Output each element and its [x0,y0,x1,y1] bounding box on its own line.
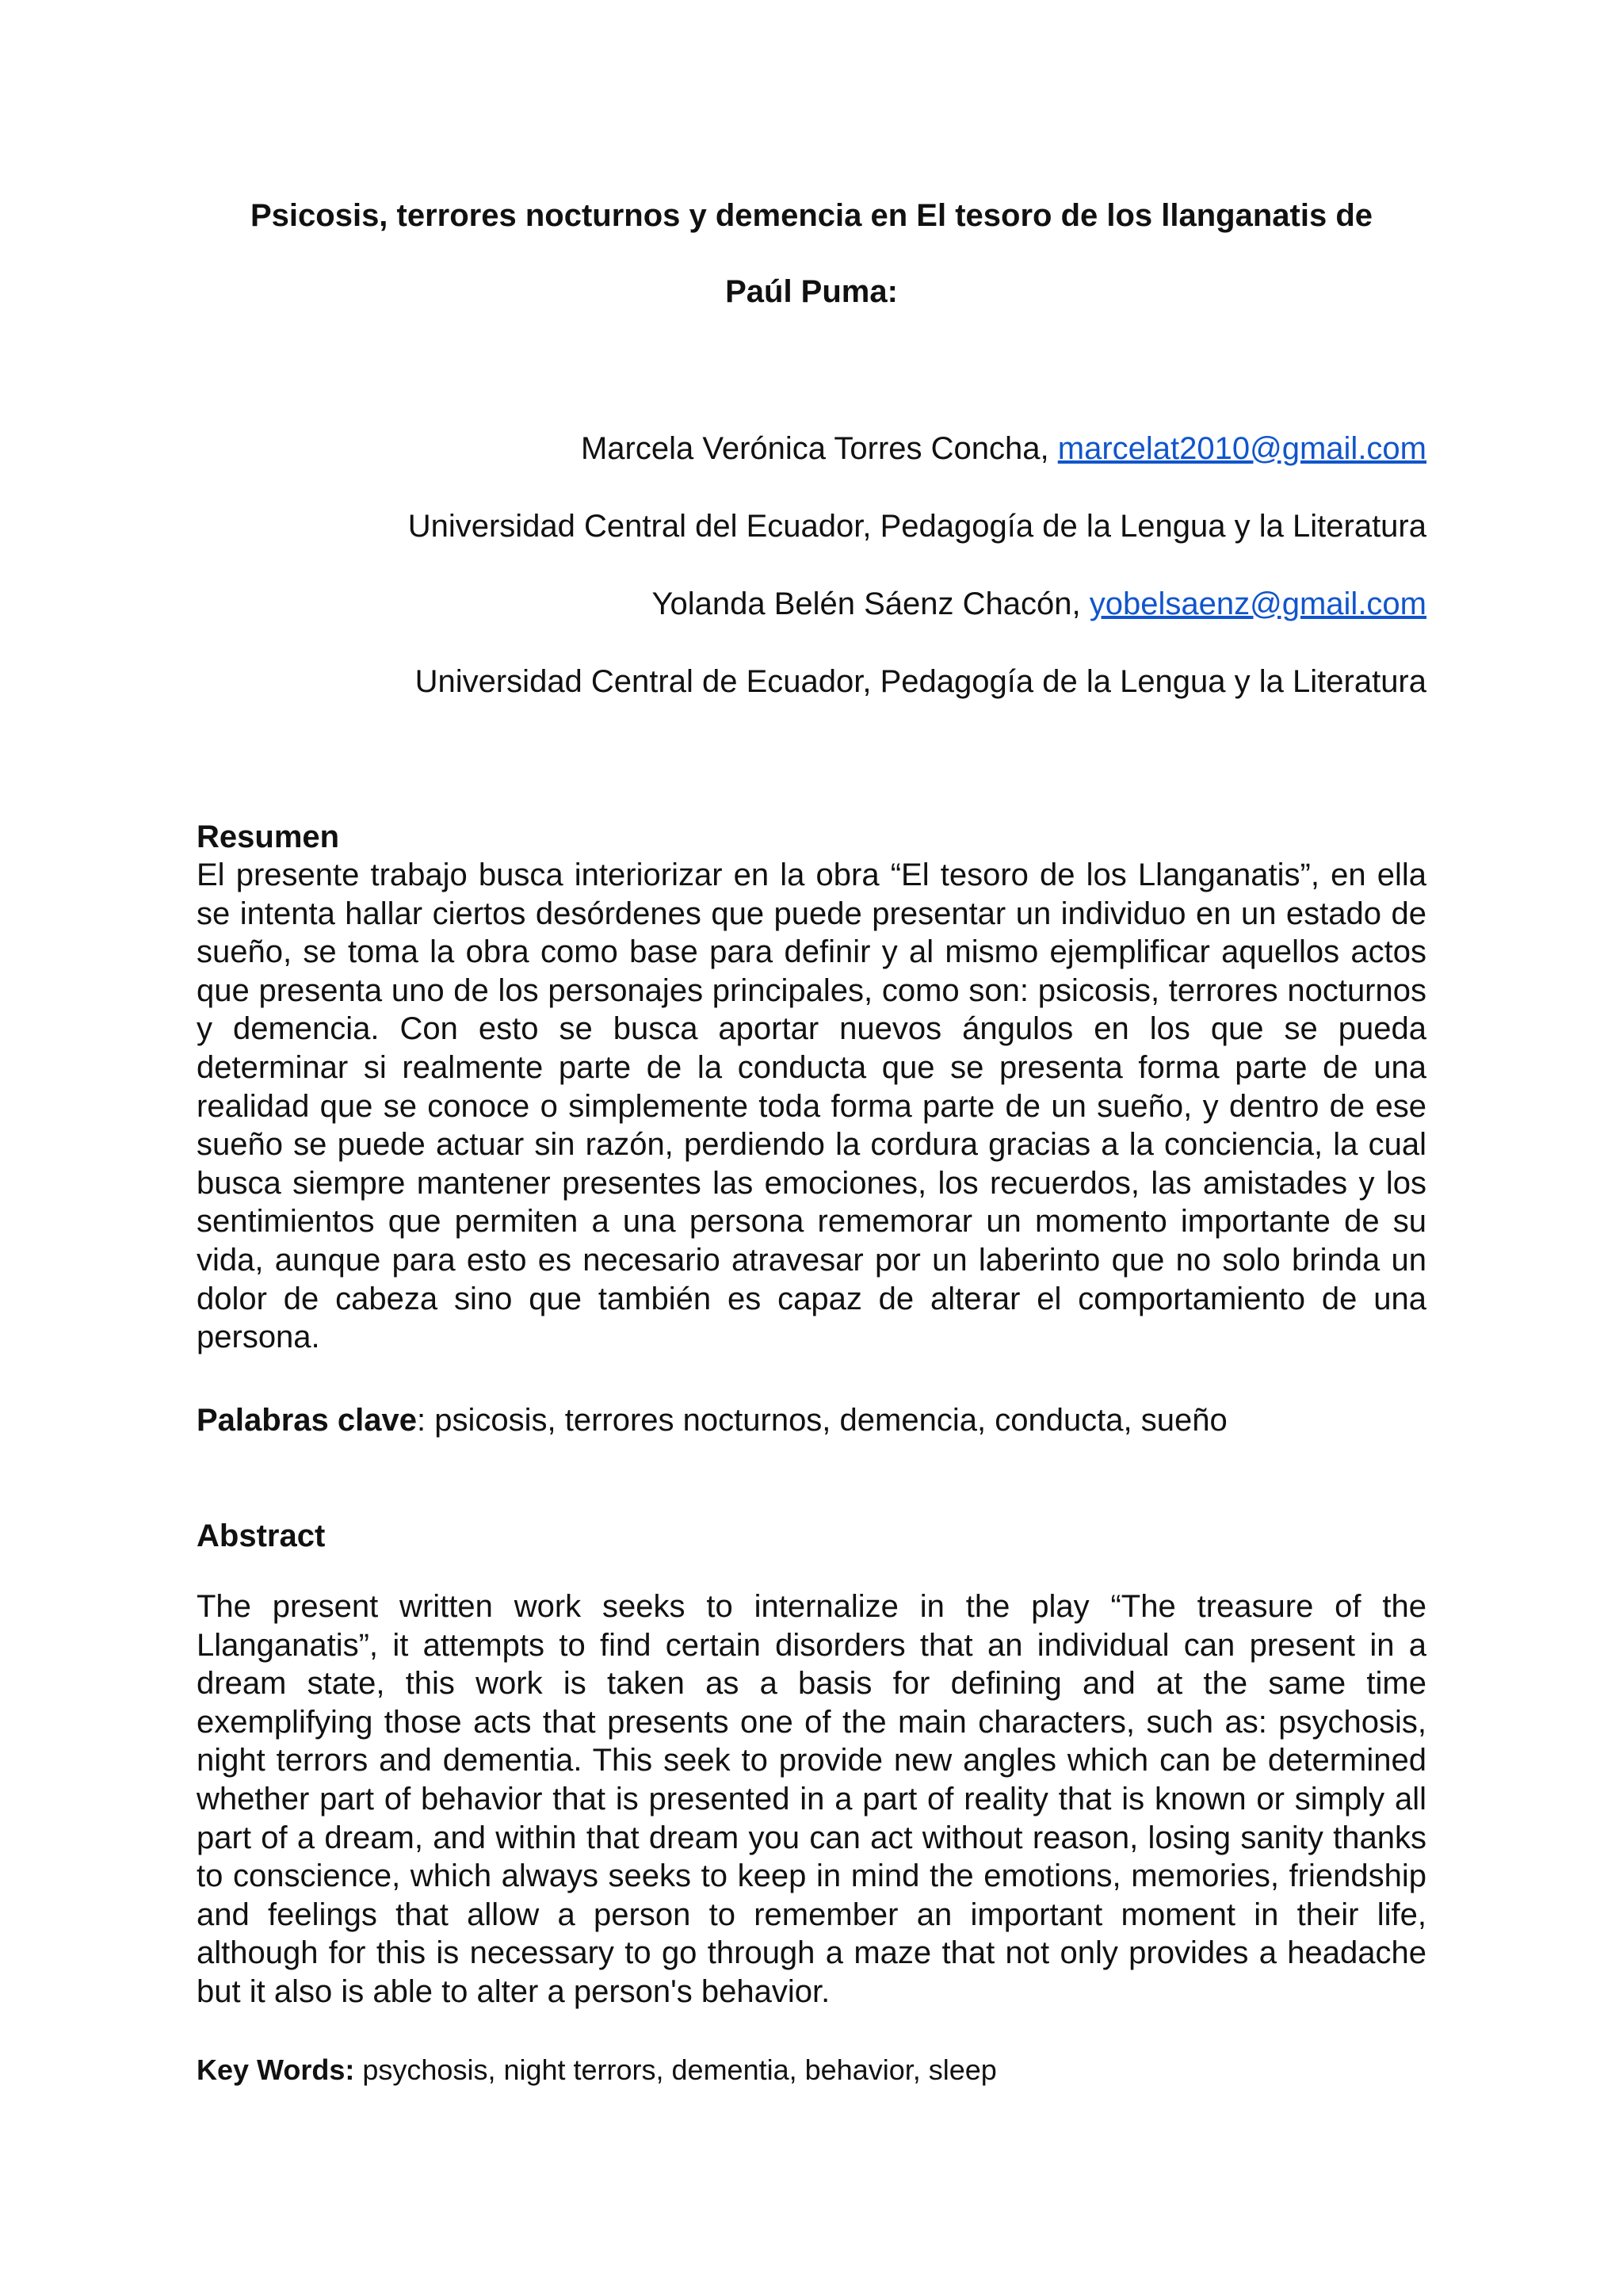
palabras-clave [197,1401,1426,1439]
palabras-clave-label: Palabras clave [197,1403,417,1438]
paper-title-line-2: Paúl Puma: [725,274,898,309]
abstract-paragraph: The present written work seeks to internalize in the play “The treasure of the Llanganatis”, it attempts to find certain disorders that an individual can present in a dream state, this work is taken as a basis for defining and at the same time exemplifying those acts that presents one of the main characters, such as: psychosis, night terrors and dementia. This seek to provide new angles which can be determined whether part of behavior that is presented in a part of reality that is known or simply all part of a dream, and within that dream you can act without reason, losing sanity thanks to conscience, which always seeks to keep in mind the emotions, memories, friendship and feelings that allow a person to remember an important moment in their life, although for this is necessary to go through a maze that not only provides a headache but it also is able to alter a person's behavior. [197,1589,1426,2009]
author-1-name: Marcela Verónica Torres Concha, [580,431,1058,466]
key-words-label: Key Words: [197,2053,355,2086]
key-words-values: psychosis, night terrors, dementia, behavior, sleep [354,2053,997,2086]
author-2-line [651,585,1426,623]
resumen-heading: Resumen [197,819,340,854]
author-1-email-link[interactable]: marcelat2010@gmail.com [1057,431,1426,466]
author-2-name: Yolanda Belén Sáenz Chacón, [651,586,1090,621]
paper-title-line-1: Psicosis, terrores nocturnos y demencia en El tesoro de los llanganatis de [250,198,1373,233]
abstract-heading: Abstract [197,1519,326,1553]
author-2-email-link[interactable]: yobelsaenz@gmail.com [1089,586,1426,621]
resumen-paragraph: El presente trabajo busca interiorizar en la obra “El tesoro de los Llanganatis”, en ella se intenta hallar ciertos desórdenes que puede presentar un individuo en un estado de sueño, se toma la obra como base para definir y al mismo ejemplificar aquellos actos que presenta uno de los personajes principales, como son: psicosis, terrores nocturnos y demencia. Con esto se busca aportar nuevos ángulos en los que se pueda determinar si realmente parte de la conducta que se presenta forma parte de una realidad que se conoce o simplemente toda forma parte de un sueño, y dentro de ese sueño se puede actuar sin razón, perdiendo la cordura gracias a la conciencia, la cual busca siempre mantener presentes las emociones, los recuerdos, las amistades y los sentimientos que permiten a una persona rememorar un momento importante de su vida, aunque para esto es necesario atravesar por un laberinto que no solo brinda un dolor de cabeza sino que también es capaz de alterar el comportamiento de una persona. [197,858,1426,1355]
key-words [197,2051,1426,2089]
author-2-affiliation: Universidad Central de Ecuador, Pedagogía de la Lengua y la Literatura [414,664,1426,699]
author-1-line [581,430,1426,468]
author-1-affiliation: Universidad Central del Ecuador, Pedagogía de la Lengua y la Literatura [407,509,1426,544]
palabras-clave-values: : psicosis, terrores nocturnos, demencia, conducta, sueño [417,1403,1228,1438]
